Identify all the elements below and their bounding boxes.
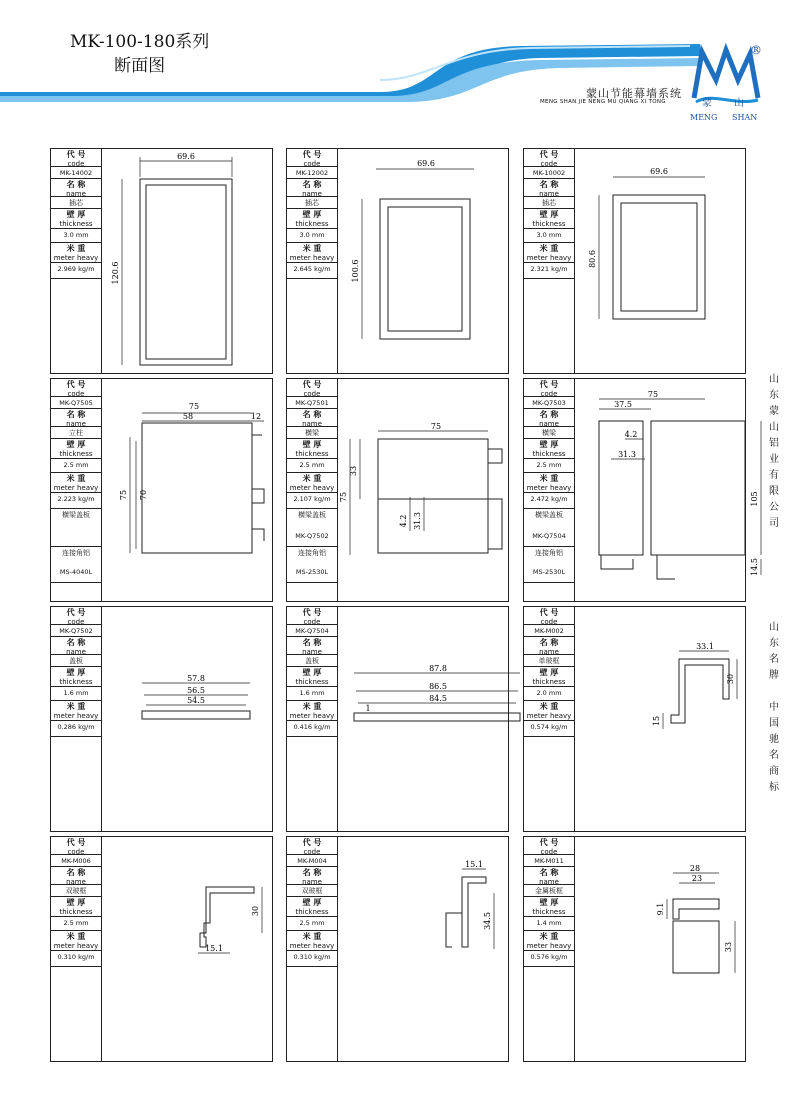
brand-name: 蒙山节能幕墙系统 bbox=[586, 87, 682, 100]
thickness-value: 2.5 mm bbox=[51, 917, 101, 931]
logo-text-left: MENG bbox=[690, 113, 718, 122]
brand-pinyin: MENG SHAN JIE NENG MU QIANG XI TONG bbox=[540, 99, 666, 105]
weight-value: 0.286 kg/m bbox=[51, 721, 101, 737]
dimension-label: 37.5 bbox=[614, 400, 632, 409]
weight-value: 2.472 kg/m bbox=[524, 493, 574, 509]
dimension-label: 9.1 bbox=[656, 902, 665, 916]
thickness-label: 壁 厚 thickness bbox=[51, 209, 101, 229]
dimension-label: 58 bbox=[182, 412, 194, 421]
name-value: 立柱 bbox=[51, 427, 101, 439]
side-char: 东 bbox=[769, 390, 779, 401]
dimension-label: 80.6 bbox=[588, 250, 597, 268]
name-label: 名 称 name bbox=[51, 179, 101, 197]
spec-table bbox=[287, 837, 338, 1061]
code-value: MK-Q7502 bbox=[51, 625, 101, 637]
spec-table bbox=[524, 149, 575, 373]
dimension-label: 57.8 bbox=[187, 674, 205, 683]
weight-value: 0.574 kg/m bbox=[524, 721, 574, 737]
profile-cell bbox=[286, 606, 509, 832]
name-label: 名 称 name bbox=[51, 867, 101, 885]
section-drawing bbox=[575, 607, 746, 831]
thickness-label: 壁 厚 thickness bbox=[287, 439, 337, 459]
section-drawing bbox=[338, 607, 509, 831]
name-value: 插芯 bbox=[287, 197, 337, 209]
code-label: 代 号 code bbox=[287, 607, 337, 625]
section-drawing bbox=[102, 837, 273, 1061]
weight-value: 0.310 kg/m bbox=[51, 951, 101, 967]
spec-table bbox=[524, 607, 575, 831]
dimension-label: 4.2 bbox=[399, 514, 408, 528]
side-char: 山 bbox=[769, 374, 779, 385]
thickness-value: 1.6 mm bbox=[287, 687, 337, 701]
profile-cell bbox=[286, 378, 509, 602]
name-label: 名 称 name bbox=[524, 867, 574, 885]
thickness-value: 1.6 mm bbox=[51, 687, 101, 701]
code-value: MK-14002 bbox=[51, 167, 101, 179]
dimension-label: 87.8 bbox=[429, 664, 447, 673]
profile-outline bbox=[446, 877, 486, 947]
weight-label: 米 重 meter heavy bbox=[287, 473, 337, 493]
profile-outline bbox=[252, 435, 264, 541]
profile-outline bbox=[378, 439, 488, 499]
section-drawing bbox=[102, 379, 273, 601]
spec-table bbox=[51, 379, 102, 601]
name-value: 金属板框 bbox=[524, 885, 574, 897]
dimension-label: 69.6 bbox=[177, 152, 195, 161]
cover-label: 横梁盖板 MK-Q7502 bbox=[287, 509, 337, 547]
weight-label: 米 重 meter heavy bbox=[524, 931, 574, 951]
thickness-value: 3.0 mm bbox=[524, 229, 574, 243]
code-label: 代 号 code bbox=[51, 379, 101, 397]
weight-value: 0.416 kg/m bbox=[287, 721, 337, 737]
dimension-label: 33 bbox=[349, 465, 358, 477]
dimension-label: 100.6 bbox=[351, 259, 360, 283]
side-char: 标 bbox=[769, 782, 779, 793]
spec-table bbox=[51, 149, 102, 373]
spec-table bbox=[524, 837, 575, 1061]
connector-label: 连接角铝 MS-4040L bbox=[51, 547, 101, 583]
thickness-label: 壁 厚 thickness bbox=[524, 897, 574, 917]
profile-cell bbox=[286, 836, 509, 1062]
thickness-value: 3.0 mm bbox=[51, 229, 101, 243]
thickness-value: 1.4 mm bbox=[524, 917, 574, 931]
side-char: 蒙 bbox=[769, 406, 779, 417]
dimension-label: 120.6 bbox=[111, 261, 120, 285]
side-char: 名 bbox=[769, 654, 779, 665]
profile-outline bbox=[599, 421, 643, 555]
name-value: 插芯 bbox=[51, 197, 101, 209]
dimension-label: 70 bbox=[139, 489, 148, 501]
thickness-label: 壁 厚 thickness bbox=[51, 439, 101, 459]
weight-label: 米 重 meter heavy bbox=[51, 931, 101, 951]
weight-value: 2.223 kg/m bbox=[51, 493, 101, 509]
weight-label: 米 重 meter heavy bbox=[51, 701, 101, 721]
registered-mark: ® bbox=[750, 43, 762, 57]
name-label: 名 称 name bbox=[287, 637, 337, 655]
thickness-label: 壁 厚 thickness bbox=[524, 667, 574, 687]
connector-label: 连接角铝 MS-2530L bbox=[524, 547, 574, 583]
section-drawing bbox=[102, 607, 273, 831]
dimension-label: 69.6 bbox=[650, 167, 668, 176]
code-label: 代 号 code bbox=[524, 607, 574, 625]
side-char: 山 bbox=[769, 422, 779, 433]
weight-label: 米 重 meter heavy bbox=[287, 243, 337, 263]
profile-cell bbox=[523, 378, 759, 602]
dimension-label: 75 bbox=[188, 402, 200, 411]
dimension-label: 30 bbox=[251, 905, 260, 917]
dimension-label: 75 bbox=[647, 390, 659, 399]
dimension-label: 14.5 bbox=[750, 558, 759, 576]
code-value: MK-M004 bbox=[287, 855, 337, 867]
name-label: 名 称 name bbox=[287, 409, 337, 427]
profile-outline bbox=[142, 711, 250, 719]
cover-label: 横梁盖板 bbox=[51, 509, 101, 547]
thickness-label: 壁 厚 thickness bbox=[287, 897, 337, 917]
profile-outline bbox=[671, 659, 729, 723]
profile-outline bbox=[651, 421, 745, 555]
side-char: 公 bbox=[769, 502, 779, 513]
name-value: 横梁 bbox=[287, 427, 337, 439]
code-label: 代 号 code bbox=[287, 379, 337, 397]
title-series: MK-100-180系列 bbox=[70, 32, 210, 52]
thickness-value: 3.0 mm bbox=[287, 229, 337, 243]
dimension-label: 15.1 bbox=[205, 944, 223, 953]
dimension-label: 75 bbox=[339, 491, 348, 503]
section-drawing bbox=[338, 379, 509, 601]
weight-label: 米 重 meter heavy bbox=[524, 701, 574, 721]
dimension-label: 12 bbox=[250, 412, 262, 421]
profile-outline bbox=[140, 179, 232, 365]
section-drawing bbox=[338, 837, 509, 1061]
side-char: 业 bbox=[769, 454, 779, 465]
name-label: 名 称 name bbox=[524, 637, 574, 655]
code-value: MK-Q7503 bbox=[524, 397, 574, 409]
weight-label: 米 重 meter heavy bbox=[51, 473, 101, 493]
dimension-label: 105 bbox=[750, 491, 759, 507]
dimension-label: 34.5 bbox=[483, 912, 492, 930]
code-value: MK-Q7501 bbox=[287, 397, 337, 409]
section-drawing bbox=[575, 837, 746, 1061]
code-label: 代 号 code bbox=[51, 607, 101, 625]
side-char: 有 bbox=[769, 470, 779, 481]
logo-text-right: SHAN bbox=[732, 113, 758, 122]
name-value: 双玻框 bbox=[287, 885, 337, 897]
name-label: 名 称 name bbox=[524, 409, 574, 427]
dimension-label: 69.6 bbox=[417, 159, 435, 168]
name-value: 单玻框 bbox=[524, 655, 574, 667]
thickness-value: 2.5 mm bbox=[287, 459, 337, 473]
thickness-label: 壁 厚 thickness bbox=[287, 209, 337, 229]
profile-cell bbox=[50, 606, 273, 832]
profile-outline bbox=[673, 921, 719, 973]
dimension-label: 4.2 bbox=[624, 430, 638, 439]
code-value: MK-Q7505 bbox=[51, 397, 101, 409]
profile-outline bbox=[613, 195, 705, 319]
code-label: 代 号 code bbox=[287, 149, 337, 167]
weight-label: 米 重 meter heavy bbox=[524, 243, 574, 263]
dimension-label: 31.3 bbox=[413, 512, 422, 530]
spec-table bbox=[287, 149, 338, 373]
title-subtitle: 断面图 bbox=[114, 56, 166, 76]
name-label: 名 称 name bbox=[51, 637, 101, 655]
code-label: 代 号 code bbox=[524, 837, 574, 855]
section-drawing bbox=[575, 149, 746, 373]
side-char: 限 bbox=[769, 486, 779, 497]
thickness-label: 壁 厚 thickness bbox=[51, 667, 101, 687]
profile-cell bbox=[50, 378, 273, 602]
code-value: MK-Q7504 bbox=[287, 625, 337, 637]
dimension-label: 15.1 bbox=[465, 860, 483, 869]
dimension-label: 23 bbox=[691, 874, 703, 883]
profile-cell bbox=[523, 148, 746, 374]
name-label: 名 称 name bbox=[51, 409, 101, 427]
side-trademark bbox=[767, 700, 781, 796]
profile-outline bbox=[200, 887, 254, 947]
spec-table bbox=[51, 607, 102, 831]
profile-cell bbox=[50, 148, 273, 374]
logo-icon bbox=[688, 40, 768, 122]
weight-label: 米 重 meter heavy bbox=[287, 931, 337, 951]
weight-value: 2.107 kg/m bbox=[287, 493, 337, 509]
section-drawing bbox=[575, 379, 759, 601]
spec-table bbox=[287, 607, 338, 831]
profile-outline bbox=[388, 207, 462, 331]
code-label: 代 号 code bbox=[51, 149, 101, 167]
profile-outline bbox=[380, 199, 470, 339]
side-char: 驰 bbox=[769, 734, 779, 745]
profile-outline bbox=[673, 899, 719, 919]
code-label: 代 号 code bbox=[51, 837, 101, 855]
dimension-label: 75 bbox=[430, 422, 442, 431]
name-value: 横梁 bbox=[524, 427, 574, 439]
name-value: 盖板 bbox=[51, 655, 101, 667]
side-char: 东 bbox=[769, 638, 779, 649]
weight-value: 2.645 kg/m bbox=[287, 263, 337, 279]
name-label: 名 称 name bbox=[287, 867, 337, 885]
code-label: 代 号 code bbox=[287, 837, 337, 855]
thickness-label: 壁 厚 thickness bbox=[524, 439, 574, 459]
name-label: 名 称 name bbox=[524, 179, 574, 197]
profile-outline bbox=[378, 449, 502, 553]
thickness-label: 壁 厚 thickness bbox=[524, 209, 574, 229]
side-char: 名 bbox=[769, 750, 779, 761]
profile-outline bbox=[354, 713, 520, 721]
connector-label: 连接角铝 MS-2530L bbox=[287, 547, 337, 583]
code-value: MK-10002 bbox=[524, 167, 574, 179]
code-value: MK-M011 bbox=[524, 855, 574, 867]
weight-value: 0.576 kg/m bbox=[524, 951, 574, 967]
dimension-label: 33 bbox=[724, 941, 733, 953]
profile-outline bbox=[142, 423, 252, 553]
name-value: 插芯 bbox=[524, 197, 574, 209]
logo-char-left: 蒙 bbox=[702, 98, 712, 109]
spec-table bbox=[287, 379, 338, 601]
side-char: 商 bbox=[769, 766, 779, 777]
dimension-label: 31.3 bbox=[618, 450, 636, 459]
dimension-label: 33.1 bbox=[696, 642, 714, 651]
side-char: 牌 bbox=[769, 670, 779, 681]
section-drawing bbox=[102, 149, 273, 373]
code-value: MK-M002 bbox=[524, 625, 574, 637]
side-char: 国 bbox=[769, 718, 779, 729]
dimension-label: 84.5 bbox=[429, 694, 447, 703]
dimension-label: 30 bbox=[726, 673, 735, 685]
profile-outline bbox=[601, 555, 675, 579]
dimension-label: 86.5 bbox=[429, 682, 447, 691]
side-char: 中 bbox=[769, 702, 779, 713]
dimension-label: 75 bbox=[119, 489, 128, 501]
thickness-value: 2.5 mm bbox=[524, 459, 574, 473]
dimension-label: 56.5 bbox=[187, 686, 205, 695]
spec-table bbox=[51, 837, 102, 1061]
profile-outline bbox=[146, 185, 226, 359]
name-value: 双玻框 bbox=[51, 885, 101, 897]
weight-label: 米 重 meter heavy bbox=[524, 473, 574, 493]
spec-table bbox=[524, 379, 575, 601]
profile-cell bbox=[523, 836, 746, 1062]
side-char: 铝 bbox=[769, 438, 779, 449]
code-label: 代 号 code bbox=[524, 149, 574, 167]
code-label: 代 号 code bbox=[524, 379, 574, 397]
profile-cell bbox=[523, 606, 746, 832]
code-value: MK-12002 bbox=[287, 167, 337, 179]
dimension-label: 15 bbox=[652, 715, 661, 727]
thickness-label: 壁 厚 thickness bbox=[51, 897, 101, 917]
profile-cell bbox=[286, 148, 509, 374]
section-drawing bbox=[338, 149, 509, 373]
side-char: 司 bbox=[769, 518, 779, 529]
dimension-label: 28 bbox=[689, 864, 701, 873]
weight-label: 米 重 meter heavy bbox=[287, 701, 337, 721]
code-value: MK-M006 bbox=[51, 855, 101, 867]
thickness-value: 2.0 mm bbox=[524, 687, 574, 701]
thickness-value: 2.5 mm bbox=[51, 459, 101, 473]
name-value: 盖板 bbox=[287, 655, 337, 667]
logo-char-right: 山 bbox=[734, 98, 744, 109]
dimension-label: 1 bbox=[365, 704, 371, 713]
profile-outline bbox=[621, 203, 697, 311]
profile-cell bbox=[50, 836, 273, 1062]
side-company bbox=[767, 372, 781, 532]
weight-label: 米 重 meter heavy bbox=[51, 243, 101, 263]
weight-value: 2.321 kg/m bbox=[524, 263, 574, 279]
cover-label: 横梁盖板 MK-Q7504 bbox=[524, 509, 574, 547]
dimension-label: 54.5 bbox=[187, 696, 205, 705]
thickness-value: 2.5 mm bbox=[287, 917, 337, 931]
weight-value: 0.310 kg/m bbox=[287, 951, 337, 967]
thickness-label: 壁 厚 thickness bbox=[287, 667, 337, 687]
side-brand bbox=[767, 620, 781, 684]
weight-value: 2.969 kg/m bbox=[51, 263, 101, 279]
name-label: 名 称 name bbox=[287, 179, 337, 197]
side-char: 山 bbox=[769, 622, 779, 633]
